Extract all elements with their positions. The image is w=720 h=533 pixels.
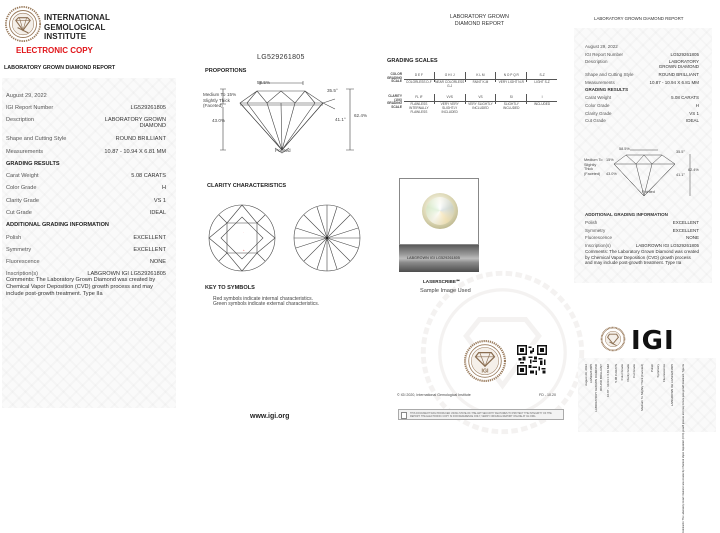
rotated-text: 5.08 CARATS: [614, 364, 618, 383]
field-row-shape: [585, 72, 699, 80]
clarity-scale-cell: VS VERY SLIGHTLY INCLUDED: [466, 94, 497, 104]
field-row-carat: [585, 95, 699, 103]
field-value: LABGROWN IGI LG529261805: [635, 242, 699, 248]
igi-seal-icon: [464, 340, 506, 382]
field-value: LABORATORY GROWN DIAMOND: [104, 117, 166, 130]
rotated-wallet-card: [578, 358, 716, 533]
grading-results-heading: GRADING RESULTS: [6, 160, 60, 167]
field-label: Measurements: [6, 148, 43, 155]
field-label: Inscription(s): [6, 271, 39, 278]
additional-info-heading: ADDITIONAL GRADING INFORMATION: [6, 222, 109, 228]
rotated-text: LABGROWN IGI LG529261805: [670, 364, 674, 407]
field-row-symmetry: [6, 247, 166, 259]
field-label: Polish: [585, 220, 598, 225]
table-percentage: 58.5%: [257, 80, 271, 85]
pavilion-angle: 41.1°: [335, 117, 346, 122]
rotated-text: LG529261805: [589, 364, 593, 384]
field-value: VS 1: [153, 197, 166, 204]
sample-image-caption: Sample Image Used: [420, 288, 471, 294]
field-label: Cut Grade: [6, 209, 32, 216]
field-label: Fluorescence: [6, 258, 40, 265]
field-label: Description: [6, 117, 34, 124]
field-row-shape: [6, 136, 166, 148]
field-label: Polish: [6, 234, 22, 241]
grading-scales-table: [382, 72, 557, 116]
field-value: EXCELLENT: [672, 227, 699, 233]
field-row-report-number: [585, 52, 699, 60]
clarity-scale-cell: SI SLIGHTLY INCLUDED: [496, 94, 527, 104]
field-value: IDEAL: [685, 118, 699, 124]
field-value: EXCELLENT: [133, 234, 166, 241]
additional-info-heading: ADDITIONAL GRADING INFORMATION: [585, 212, 668, 217]
rotated-text: Clarity Grade: [626, 364, 630, 382]
igi-seal-icon: [601, 327, 625, 351]
clarity-scale-cell: FL IF FLAWLESS INTERNALLY FLAWLESS: [404, 94, 435, 104]
clarity-scale-cell: VVS VERY VERY SLIGHTLY INCLUDED: [435, 94, 466, 104]
field-row-cut: [6, 210, 166, 222]
field-label: Description: [585, 59, 608, 65]
field-label: Carat Weight: [6, 173, 39, 180]
girdle-thickness: Medium To Slightly Thick (Faceted): [203, 92, 230, 109]
security-notice-text: THIS DOCUMENT WAS PRODUCED USING STATE-OF-THE-ART SECURITY FEATURES TO PROTECT THE INTEGRITY OF THE REPORT. THE ELECTRONIC COPY IS FOR REFERENCE ONLY; VERIFY ORIGINAL REPORT ONLINE AT IGI.ORG.: [410, 412, 552, 418]
report-date: August 29, 2022: [6, 93, 47, 99]
laser-inscription-image: [399, 245, 479, 272]
diamond-sample-image: [399, 178, 479, 245]
scales-report-title: [450, 14, 509, 28]
field-label: Carat Weight: [585, 95, 612, 101]
key-external: Green symbols indicate external characteristics.: [213, 301, 320, 307]
comments-text: Comments: The Laboratory Grown Diamond was created by Chemical Vapor Deposition (CVD) growth process and may include post-growth treatment. Type IIa: [6, 277, 156, 298]
org-line-2: GEMOLOGICAL: [44, 22, 106, 32]
document-icon: [401, 412, 407, 419]
field-label: Inscription(s): [585, 242, 611, 248]
field-value: H: [695, 102, 699, 108]
right-report-details: [585, 44, 699, 126]
field-label: IGI Report Number: [585, 51, 624, 57]
rotated-text: Polish: [650, 364, 654, 373]
copyright-text: © IGI 2020, International Gemological Institute: [397, 393, 471, 397]
total-depth: 62.4%: [688, 168, 699, 172]
report-number-header: LG529261805: [257, 54, 305, 61]
laser-inscription-text: LABGROWN IGI LG529261805: [407, 256, 460, 260]
org-name: [44, 13, 110, 42]
field-row-clarity: [6, 198, 166, 210]
field-value: 10.87 - 10.94 X 6.81 MM: [649, 79, 699, 85]
form-code: FD - 10.20: [539, 393, 556, 397]
rotated-text: Fluorescence: [662, 364, 666, 383]
report-details: [6, 93, 166, 298]
clarity-plot-diagram: [207, 203, 363, 273]
report-date: August 29, 2022: [585, 44, 618, 49]
field-row-clarity: [585, 111, 699, 119]
rotated-text: Symmetry: [656, 364, 660, 378]
field-row-measurements: [585, 80, 699, 88]
igi-wordmark: IGI: [631, 326, 675, 356]
electronic-copy-label: ELECTRONIC COPY: [16, 46, 93, 55]
grading-scales-panel: [370, 0, 570, 437]
field-row-report-number: [6, 105, 166, 117]
field-label: IGI Report Number: [6, 105, 54, 112]
security-notice-box: [398, 409, 564, 420]
rotated-text: Cut Grade: [632, 364, 636, 378]
field-value: LABGROWN IGI LG529261805: [87, 271, 166, 278]
field-row-description: [6, 117, 166, 136]
grading-scales-heading: GRADING SCALES: [387, 58, 438, 64]
field-row-carat: [6, 173, 166, 185]
field-row-description: [585, 59, 699, 72]
girdle-thickness: Medium To Slightly Thick (Faceted): [584, 158, 603, 176]
crown-angle: 35.5°: [327, 88, 338, 93]
field-label: Measurements: [585, 79, 615, 85]
laserscribe-label: LASERSCRIBE℠: [423, 279, 461, 284]
report-date-row: [6, 93, 166, 105]
scales-title-line-1: LABORATORY GROWN: [450, 14, 509, 20]
rotated-text: Color Grade: [620, 364, 624, 381]
field-label: Shape and Cutting Style: [6, 136, 67, 143]
field-label: Shape and Cutting Style: [585, 72, 634, 78]
diamond-icon: [422, 193, 458, 229]
igi-website-link[interactable]: www.igi.org: [250, 413, 290, 420]
report-summary-panel: [0, 0, 178, 437]
report-title: LABORATORY GROWN DIAMOND REPORT: [4, 65, 116, 71]
key-internal: Red symbols indicate internal characteristics.: [213, 296, 314, 302]
field-row-color: [6, 185, 166, 197]
color-scale-cell: K L M FAINT K-M: [466, 72, 497, 82]
table-percentage: 58.5%: [619, 147, 630, 151]
proportions-panel: [195, 0, 370, 437]
proportions-diagram: [195, 75, 370, 155]
field-value: EXCELLENT: [672, 220, 699, 225]
field-value: 5.08 CARATS: [671, 95, 699, 101]
field-value: LABORATORY GROWN DIAMOND: [658, 59, 699, 70]
comments-text: Comments: The Laboratory Grown Diamond was created by Chemical Vapor Deposition (CVD) growth process and may include post-growth treatment. Type IIa: [585, 249, 699, 265]
field-value: VS 1: [689, 110, 699, 116]
clarity-scale-label: CLARITY (10X) GRADING SCALE: [386, 94, 402, 109]
field-value: H: [161, 185, 166, 192]
field-row-measurements: [6, 149, 166, 161]
qr-code[interactable]: [517, 345, 547, 375]
field-value: ROUND BRILLIANT: [658, 72, 699, 78]
igi-seal-icon: [5, 6, 41, 42]
pavilion-angle: 41.1°: [676, 173, 685, 177]
field-label: Fluorescence: [585, 235, 613, 241]
field-row-color: [585, 103, 699, 111]
right-additional-info: [585, 212, 699, 265]
rotated-text: Medium To Slightly Thick (Faceted): [640, 364, 644, 411]
rotated-text: LABORATORY GROWN DIAMOND: [594, 364, 598, 412]
color-scale-cell: G H I J NEAR COLORLESS G-J: [435, 73, 465, 88]
svg-text:+: +: [243, 248, 245, 252]
grading-results-heading: GRADING RESULTS: [585, 87, 629, 93]
field-value: IDEAL: [149, 209, 166, 216]
field-value: 10.87 - 10.94 X 6.81 MM: [104, 148, 166, 155]
field-row-polish: [585, 220, 699, 228]
field-value: LG529261805: [670, 51, 699, 57]
field-row-fluorescence: [585, 235, 699, 243]
field-row-fluorescence: [6, 259, 166, 271]
color-scale-cell: N O P Q R VERY LIGHT N-R: [496, 72, 527, 82]
field-label: Symmetry: [6, 246, 32, 253]
field-value: 5.08 CARATS: [131, 173, 166, 180]
color-scale-label: COLOR GRADING SCALE: [386, 72, 402, 84]
field-label: Clarity Grade: [6, 197, 39, 204]
field-label: Clarity Grade: [585, 110, 612, 116]
total-depth: 62.4%: [354, 113, 368, 118]
field-label: Cut Grade: [585, 118, 606, 124]
right-report-title: LABORATORY GROWN DIAMOND REPORT: [594, 16, 684, 21]
crown-angle: 35.5°: [676, 150, 685, 154]
field-row-symmetry: [585, 228, 699, 236]
report-date-row: [585, 44, 699, 52]
field-value: ROUND BRILLIANT: [115, 136, 166, 143]
field-value: NONE: [149, 258, 166, 265]
field-label: Symmetry: [585, 227, 606, 233]
culet: Pointed: [275, 148, 291, 153]
color-scale-cell: S-Z LIGHT S-Z: [534, 73, 550, 84]
igi-logo: [601, 325, 681, 355]
clarity-scale-row: [382, 94, 557, 116]
rotated-text: 10.87 - 10.94 X 6.81 MM: [606, 364, 610, 398]
svg-text:·: ·: [243, 230, 244, 234]
key-to-symbols-heading: KEY TO SYMBOLS: [205, 285, 255, 291]
scales-title-line-2: DIAMOND REPORT: [454, 21, 505, 27]
crown-height: 15%: [227, 92, 237, 97]
org-line-3: INSTITUTE: [44, 32, 87, 41]
proportions-heading: PROPORTIONS: [205, 68, 247, 74]
culet: Pointed: [642, 190, 655, 194]
rotated-text: Comments: The Laboratory Grown Diamond was created by Chemical Vapor Deposition (CVD) growth process and may include post-growth treatment. Type IIa: [682, 364, 685, 533]
svg-text:IGI: IGI: [481, 368, 489, 375]
clarity-heading: CLARITY CHARACTERISTICS: [207, 183, 287, 189]
rotated-text: August 29, 2022: [584, 364, 588, 386]
org-line-1: INTERNATIONAL: [44, 13, 111, 22]
color-scale-row: [382, 72, 557, 94]
pavilion-depth: 43.0%: [606, 172, 617, 176]
field-row-cut: [585, 118, 699, 126]
rotated-text: ROUND BRILLIANT: [599, 364, 603, 392]
field-value: EXCELLENT: [133, 246, 166, 253]
pavilion-depth: 43.0%: [212, 118, 226, 123]
crown-height: 15%: [606, 158, 614, 162]
color-scale-cell: D E F COLORLESS D-F: [404, 72, 435, 82]
field-row-polish: [6, 235, 166, 247]
clarity-scale-cell: I INCLUDED: [533, 95, 551, 106]
field-value: NONE: [685, 235, 699, 241]
field-label: Color Grade: [6, 185, 37, 192]
field-label: Color Grade: [585, 102, 610, 108]
field-value: LG529261805: [130, 105, 166, 112]
